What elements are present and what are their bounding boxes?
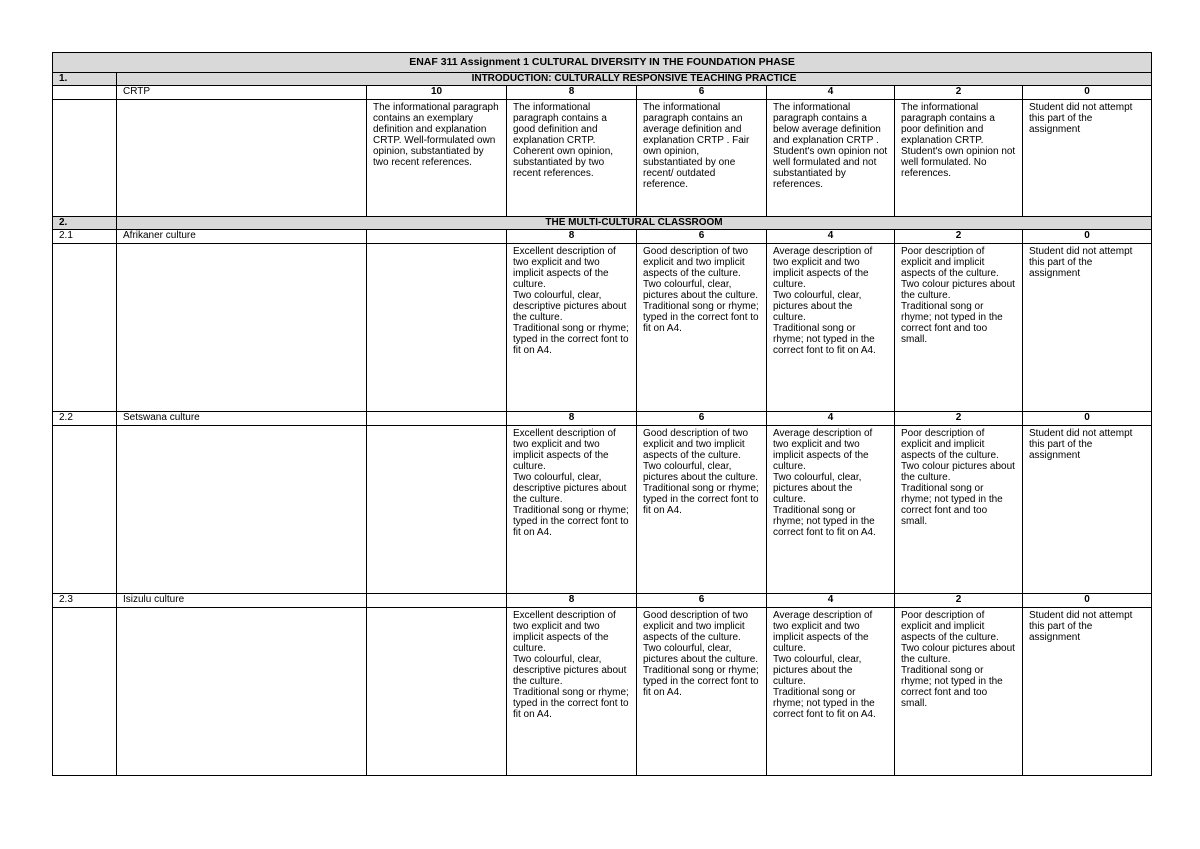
- score-cell: 2: [895, 594, 1023, 608]
- empty-cell: [53, 100, 117, 217]
- criterion-label: Setswana culture: [117, 412, 367, 426]
- descriptor-cell: Excellent description of two explicit and two implicit aspects of the culture. Two colourful, clear, descriptive pictures about the culture. Traditional song or rhyme; typed in the correct font to fit on A4.: [507, 608, 637, 776]
- empty-cell: [53, 608, 117, 776]
- descriptor-cell: Student did not attempt this part of the assignment: [1023, 244, 1152, 412]
- empty-cell: [117, 426, 367, 594]
- rubric-title-row: [53, 53, 1152, 73]
- empty-cell: [367, 426, 507, 594]
- descriptor-cell: The informational paragraph contains a good definition and explanation CRTP. Coherent own opinion, substantiated by two recent references.: [507, 100, 637, 217]
- section-number: 2.: [53, 217, 117, 230]
- section-number: 1.: [53, 73, 117, 86]
- empty-cell: [117, 100, 367, 217]
- rubric-title: ENAF 311 Assignment 1 CULTURAL DIVERSITY IN THE FOUNDATION PHASE: [53, 53, 1152, 73]
- score-row: [53, 230, 1152, 244]
- score-cell: 8: [507, 412, 637, 426]
- score-cell: 2: [895, 86, 1023, 100]
- score-cell: 0: [1023, 86, 1152, 100]
- score-cell: 4: [767, 594, 895, 608]
- descriptor-cell: The informational paragraph contains an exemplary definition and explanation CRTP. Well-formulated own opinion, substantiated by two recent references.: [367, 100, 507, 217]
- descriptor-cell: The informational paragraph contains an average definition and explanation CRTP . Fair own opinion, substantiated by one recent/ outdated reference.: [637, 100, 767, 217]
- descriptor-cell: Student did not attempt this part of the assignment: [1023, 100, 1152, 217]
- descriptor-row: [53, 608, 1152, 776]
- empty-cell: [53, 426, 117, 594]
- descriptor-cell: Student did not attempt this part of the assignment: [1023, 608, 1152, 776]
- score-cell: 8: [507, 230, 637, 244]
- descriptor-cell: Poor description of explicit and implicit aspects of the culture. Two colour pictures about the culture. Traditional song or rhyme; not typed in the correct font and too small.: [895, 244, 1023, 412]
- criterion-label: Isizulu culture: [117, 594, 367, 608]
- score-cell: 2: [895, 412, 1023, 426]
- score-cell: 0: [1023, 594, 1152, 608]
- score-row: [53, 412, 1152, 426]
- descriptor-cell: The informational paragraph contains a below average definition and explanation CRTP . Student's own opinion not well formulated and not substantiated by references.: [767, 100, 895, 217]
- score-cell: 6: [637, 594, 767, 608]
- descriptor-cell: Student did not attempt this part of the assignment: [1023, 426, 1152, 594]
- descriptor-cell: Good description of two explicit and two implicit aspects of the culture. Two colourful, clear, pictures about the culture. Traditional song or rhyme; typed in the correct font to fit on A4.: [637, 426, 767, 594]
- descriptor-row: [53, 426, 1152, 594]
- descriptor-cell: Average description of two explicit and two implicit aspects of the culture. Two colourful, clear, pictures about the culture. Traditional song or rhyme; not typed in the correct font to fit on A4.: [767, 608, 895, 776]
- empty-cell: [117, 244, 367, 412]
- empty-cell: [367, 608, 507, 776]
- descriptor-cell: Excellent description of two explicit and two implicit aspects of the culture. Two colourful, clear, descriptive pictures about the culture. Traditional song or rhyme; typed in the correct font to fit on A4.: [507, 426, 637, 594]
- score-cell: 4: [767, 412, 895, 426]
- score-row: [53, 594, 1152, 608]
- score-cell: 2: [895, 230, 1023, 244]
- score-cell: 6: [637, 230, 767, 244]
- empty-cell: [367, 230, 507, 244]
- criterion-label: CRTP: [117, 86, 367, 100]
- score-cell: 6: [637, 412, 767, 426]
- score-cell: 8: [507, 86, 637, 100]
- score-cell: 0: [1023, 412, 1152, 426]
- empty-cell: [367, 244, 507, 412]
- descriptor-cell: Excellent description of two explicit and two implicit aspects of the culture. Two colourful, clear, descriptive pictures about the culture. Traditional song or rhyme; typed in the correct font to fit on A4.: [507, 244, 637, 412]
- item-number: 2.2: [53, 412, 117, 426]
- descriptor-cell: Poor description of explicit and implicit aspects of the culture. Two colour pictures about the culture. Traditional song or rhyme; not typed in the correct font and too small.: [895, 608, 1023, 776]
- descriptor-cell: Good description of two explicit and two implicit aspects of the culture. Two colourful, clear, pictures about the culture. Traditional song or rhyme; typed in the correct font to fit on A4.: [637, 608, 767, 776]
- section-header-row: [53, 217, 1152, 230]
- descriptor-row: [53, 100, 1152, 217]
- section-header-row: [53, 73, 1152, 86]
- descriptor-row: [53, 244, 1152, 412]
- empty-cell: [53, 244, 117, 412]
- descriptor-cell: Poor description of explicit and implicit aspects of the culture. Two colour pictures about the culture. Traditional song or rhyme; not typed in the correct font and too small.: [895, 426, 1023, 594]
- score-cell: 0: [1023, 230, 1152, 244]
- descriptor-cell: Average description of two explicit and two implicit aspects of the culture. Two colourful, clear, pictures about the culture. Traditional song or rhyme; not typed in the correct font to fit on A4.: [767, 244, 895, 412]
- empty-cell: [117, 608, 367, 776]
- score-row: [53, 86, 1152, 100]
- item-number: 2.1: [53, 230, 117, 244]
- score-cell: 6: [637, 86, 767, 100]
- empty-cell: [367, 594, 507, 608]
- score-cell: 4: [767, 230, 895, 244]
- descriptor-cell: Average description of two explicit and two implicit aspects of the culture. Two colourful, clear, pictures about the culture. Traditional song or rhyme; not typed in the correct font to fit on A4.: [767, 426, 895, 594]
- section-title: INTRODUCTION: CULTURALLY RESPONSIVE TEACHING PRACTICE: [117, 73, 1152, 86]
- empty-cell: [53, 86, 117, 100]
- descriptor-cell: The informational paragraph contains a poor definition and explanation CRTP. Student's own opinion not well formulated. No references.: [895, 100, 1023, 217]
- assessment-rubric-table: [52, 52, 1152, 776]
- section-title: THE MULTI-CULTURAL CLASSROOM: [117, 217, 1152, 230]
- descriptor-cell: Good description of two explicit and two implicit aspects of the culture. Two colourful, clear, pictures about the culture. Traditional song or rhyme; typed in the correct font to fit on A4.: [637, 244, 767, 412]
- score-cell: 10: [367, 86, 507, 100]
- score-cell: 8: [507, 594, 637, 608]
- score-cell: 4: [767, 86, 895, 100]
- item-number: 2.3: [53, 594, 117, 608]
- criterion-label: Afrikaner culture: [117, 230, 367, 244]
- empty-cell: [367, 412, 507, 426]
